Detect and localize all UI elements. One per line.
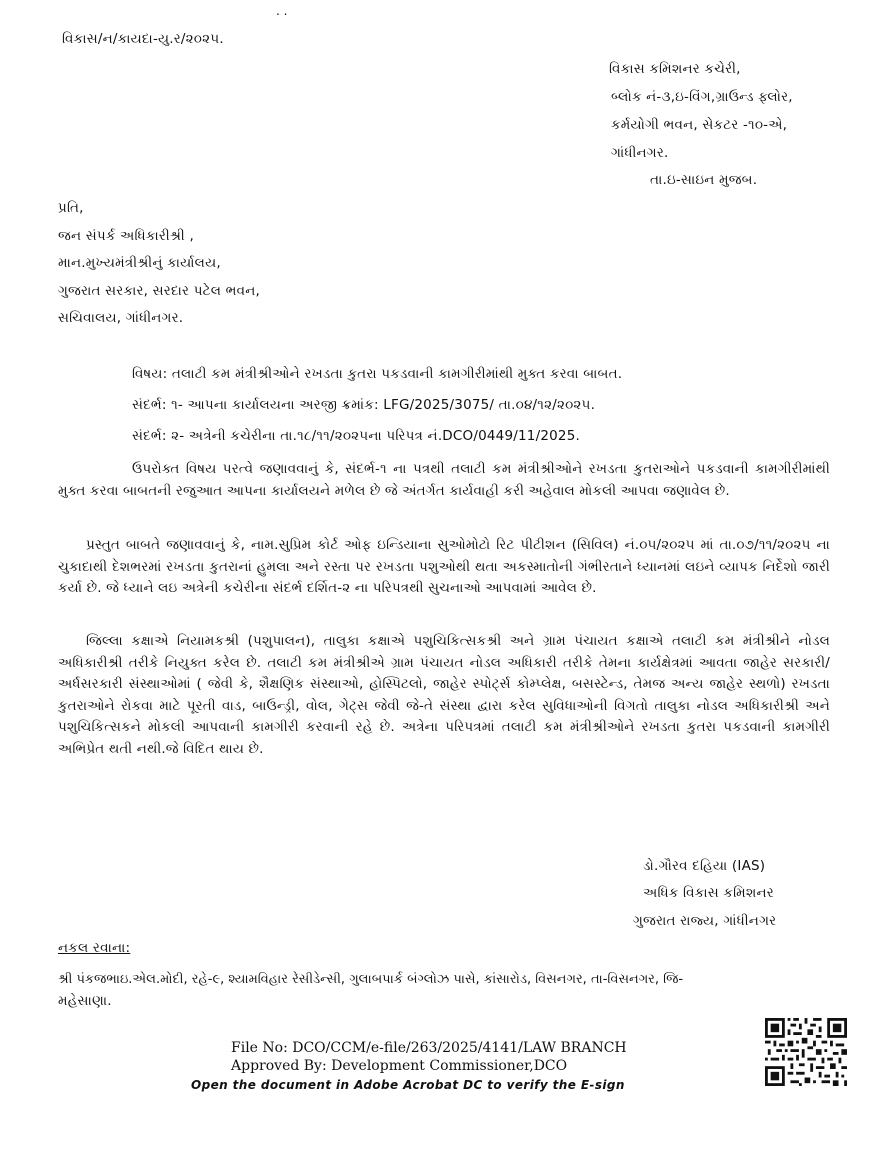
signatory-name: ડો.ગૌરવ દહિયા (IAS): [643, 858, 766, 874]
recipient-line: માન.મુખ્યમંત્રીશ્રીનું કાર્યાલય,: [58, 255, 221, 271]
reference-2: સંદર્ભ: ૨- અત્રેની કચેરીના તા.૧૮/૧૧/૨૦૨૫ના પરિપત્ર નં.DCO/0449/11/2025.: [132, 428, 580, 444]
copy-heading: નકલ રવાના:: [58, 940, 131, 956]
recipient-line: સચિવાલય, ગાંધીનગર.: [58, 310, 184, 326]
reference-number: વિકાસ/ન/કાયદા-યુ.ર/૨૦૨૫.: [62, 31, 224, 47]
signatory-designation: અધિક વિકાસ કમિશનર: [643, 885, 774, 901]
recipient-line: ગુજરાત સરકાર, સરદાર પટેલ ભવન,: [58, 283, 260, 299]
body-paragraph-2: પ્રસ્તુત બાબતે જણાવવાનું કે, નામ.સુપ્રિમ કોર્ટ ઓફ ઇન્ડિયાના સુઓમોટો રિટ પીટીશન (સિવિલ) નં.૦૫/૨૦૨૫ માં તા.૦૭/૧૧/૨૦૨૫ ના ચુકાદાથી દેશભરમાં રખડતા કુતરાનાં હુમલા અને રસ્તા પર રખડતા પશુઓથી થતા અકસ્માતોની ગંભીરતાને ધ્યાનમાં લઇને વ્યાપક નિર્દેશો જારી કર્યા છે. જે ધ્યાને લઇ અત્રેની કચેરીના સંદર્ભ દર્શિત-૨ ના પરિપત્રથી સુચનાઓ આપવામાં આવેલ છે.: [58, 537, 830, 596]
sender-line: કર્મયોગી ભવન, સેકટર -૧૦-એ,: [611, 117, 788, 133]
sender-date: તા.ઇ-સાઇન મુજબ.: [650, 172, 758, 188]
body-paragraph-1: ઉપરોક્ત વિષય પરત્વે જણાવવાનું કે, સંદર્ભ-૧ ના પત્રથી તલાટી કમ મંત્રીશ્રીઓને રખડતા કુતરાઓને પકડવાની કામગીરીમાંથી મુક્ત કરવા બાબતની રજુઆત આપના કાર્યાલયને મળેલ છે જે અંતર્ગત કાર્યવાહી કરી અહેવાલ મોકલી આપવા જણાવેલ છે.: [58, 461, 830, 499]
sender-line: ગાંધીનગર.: [611, 145, 669, 161]
verify-note: Open the document in Adobe Acrobat DC to verify the E-sign: [191, 1078, 625, 1092]
copy-recipient-line: મહેસાણા.: [58, 993, 112, 1009]
sender-line: વિકાસ કમિશનર કચેરી,: [609, 61, 741, 77]
copy-recipient-line: શ્રી પંકજભાઇ.એલ.મોદી, રહે-૯, શ્યામવિહાર રેસીડેન્સી, ગુલાબપાર્ક બંગ્લોઝ પાસે, કાંસારોડ, વિસનગર, તા-વિસનગર, જિ-: [58, 972, 684, 987]
approved-by: Approved By: Development Commissioner,DCO: [231, 1058, 568, 1074]
signatory-office: ગુજરાત રાજ્ય, ગાંધીનગર: [633, 913, 777, 929]
subject-line: વિષય: તલાટી કમ મંત્રીશ્રીઓને રખડતા કુતરા પકડવાની કામગીરીમાંથી મુક્ત કરવા બાબત.: [132, 366, 623, 382]
recipient-line: જન સંપર્ક અધિકારીશ્રી ,: [58, 228, 194, 244]
top-mark: . .: [276, 4, 288, 18]
sender-line: બ્લોક નં-૩,ઇ-વિંગ,ગ્રાઉન્ડ ફ્લોર,: [611, 89, 793, 105]
recipient-line: પ્રતિ,: [58, 200, 84, 216]
file-number: File No: DCO/CCM/e-file/263/2025/4141/LAW BRANCH: [231, 1040, 627, 1056]
body-paragraph-3: જિલ્લા કક્ષાએ નિયામકશ્રી (પશુપાલન), તાલુકા કક્ષાએ પશુચિકિત્સકશ્રી અને ગ્રામ પંચાયત કક્ષાએ તલાટી કમ મંત્રીશ્રીને નોડલ અધિકારીશ્રી તરીકે નિયુક્ત કરેલ છે. તલાટી કમ મંત્રીશ્રીએ ગ્રામ પંચાયત નોડલ અધિકારી તરીકે તેમના કાર્યક્ષેત્રમાં આવતા જાહેર સરકારી/અર્ધસરકારી સંસ્થાઓમાં ( જેવી કે, શૈક્ષણિક સંસ્થાઓ, હોસ્પિટલો, જાહેર સ્પોર્ટ્સ કોમ્પ્લેક્ષ, બસસ્ટેન્ડ, તેમજ અન્ય જાહેર સ્થળો) રખડતા કુતરાઓને રોકવા માટે પૂરતી વાડ, બાઉન્ડ્રી, વોલ, ગેટ્સ જેવી જે-તે સંસ્થા દ્વારા કરેલ સુવિધાઓની વિગતો તાલુકા નોડલ અધિકારીશ્રી અને પશુચિકિત્સકને મોકલી આપવાની કામગીરી કરવાની રહે છે. અત્રેના પરિપત્રમાં તલાટી કમ મંત્રીશ્રીઓને રખડતા કુતરા પકડવાની કામગીરી અભિપ્રેત થતી નથી.જે વિદિત થાય છે.: [58, 633, 830, 757]
qr-code: [765, 1018, 847, 1086]
reference-1: સંદર્ભ: ૧- આપના કાર્યાલયના અરજી ક્રમાંક: LFG/2025/3075/ તા.૦૪/૧૨/૨૦૨૫.: [132, 397, 596, 413]
